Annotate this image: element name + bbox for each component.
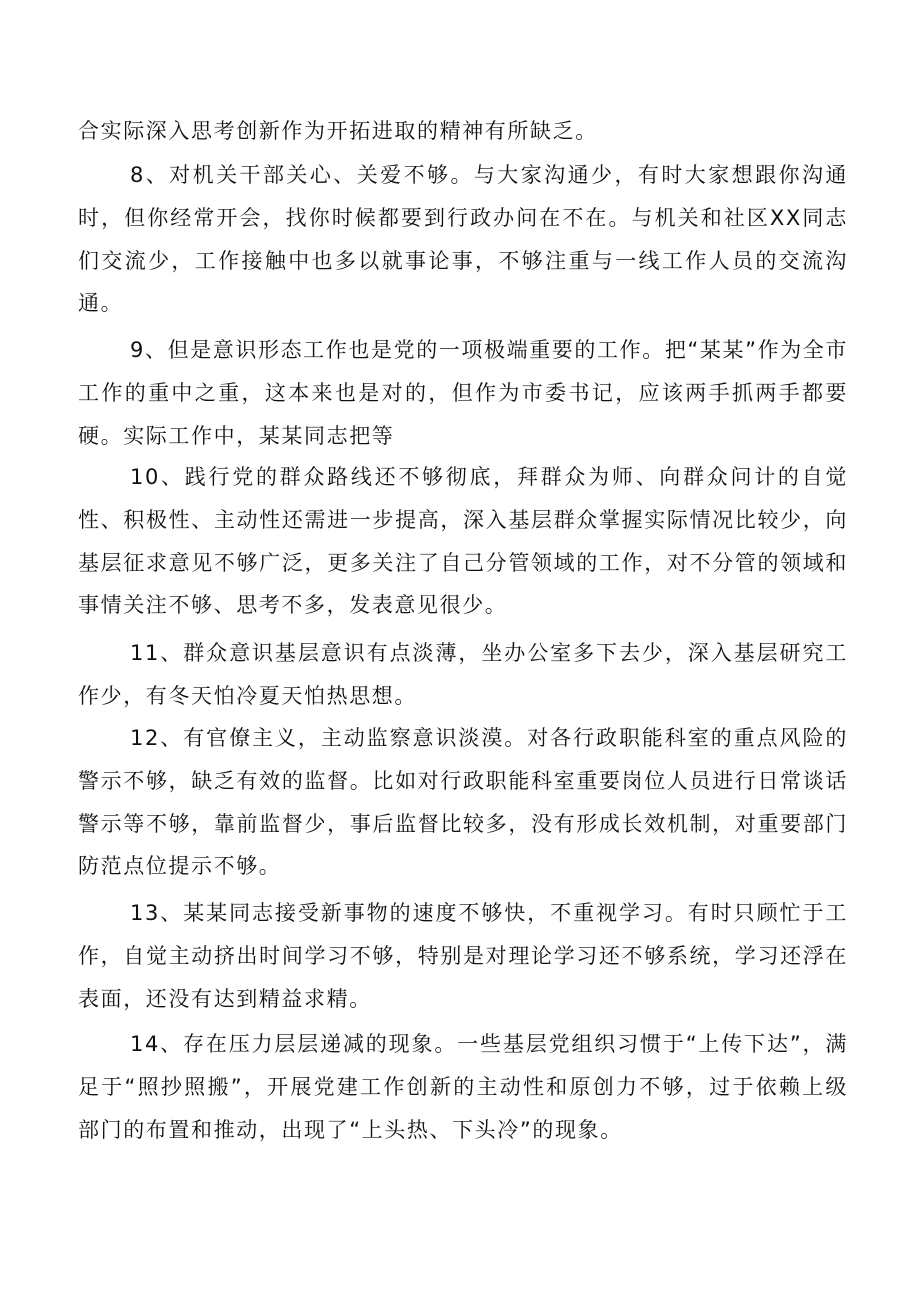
paragraph-item-9: 9、但是意识形态工作也是党的一项极端重要的工作。把“某某”作为全市工作的重中之重，这本来也是对的，但作为市委书记，应该两手抓两手都要硬。实际工作中，某某同志把等 xyxy=(78,338,848,448)
paragraph-item-12: 12、有官僚主义，主动监察意识淡漠。对各行政职能科室的重点风险的警示不够，缺乏有效的监督。比如对行政职能科室重要岗位人员进行日常谈话警示等不够，靠前监督少，事后监督比较多，没有形成长效机制，对重要部门防范点位提示不够。 xyxy=(78,726,848,879)
paragraph-item-10: 10、践行党的群众路线还不够彻底，拜群众为师、向群众问计的自觉性、积极性、主动性还需进一步提高，深入基层群众掌握实际情况比较少，向基层征求意见不够广泛，更多关注了自己分管领域的工作，对不分管的领域和事情关注不够、思考不多，发表意见很少。 xyxy=(78,465,848,618)
paragraph-item-13: 13、某某同志接受新事物的速度不够快，不重视学习。有时只顾忙于工作，自觉主动挤出时间学习不够，特别是对理论学习还不够系统，学习还浮在表面，还没有达到精益求精。 xyxy=(78,901,848,1011)
paragraph-item-14: 14、存在压力层层递减的现象。一些基层党组织习惯于“上传下达”，满足于“照抄照搬”，开展党建工作创新的主动性和原创力不够，过于依赖上级部门的布置和推动，出现了“上头热、下头冷”的现象。 xyxy=(78,1032,848,1142)
paragraph-item-11: 11、群众意识基层意识有点淡薄，坐办公室多下去少，深入基层研究工作少，有冬天怕冷夏天怕热思想。 xyxy=(78,641,848,708)
paragraph-item-8: 8、对机关干部关心、关爱不够。与大家沟通少，有时大家想跟你沟通时，但你经常开会，找你时候都要到行政办问在不在。与机关和社区XX同志们交流少，工作接触中也多以就事论事，不够注重与一线工作人员的交流沟通。 xyxy=(78,163,848,316)
paragraph-continuation: 合实际深入思考创新作为开拓进取的精神有所缺乏。 xyxy=(78,119,598,143)
